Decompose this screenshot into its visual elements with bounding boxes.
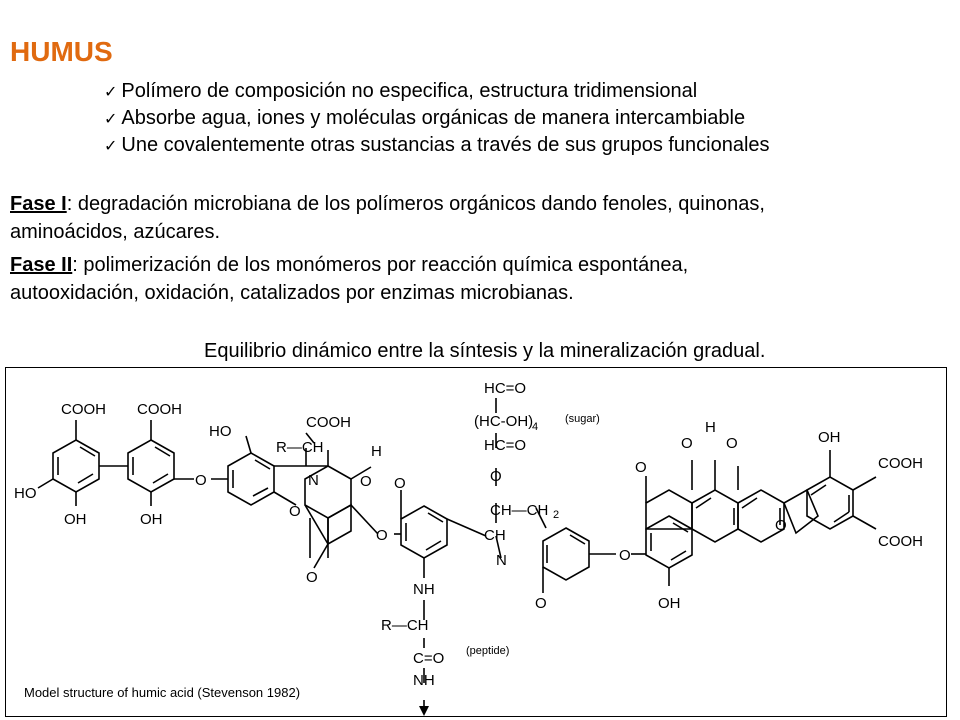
phase2-text: : polimerización de los monómeros por reacción química espontánea, [72, 254, 689, 276]
benzene-ring [807, 477, 853, 529]
o-label: O [360, 473, 372, 490]
oh-label: OH [140, 511, 163, 528]
benzene-ring [646, 516, 692, 568]
ho-label: HO [14, 485, 37, 502]
benzene-ring [738, 490, 784, 542]
molecule-diagram [6, 368, 946, 716]
furan-ring [784, 490, 818, 533]
cooh-label: COOH [878, 455, 923, 472]
o-label: O [535, 595, 547, 612]
o-label: O [775, 517, 787, 534]
sugar-label: (sugar) [565, 413, 600, 425]
subscript-2: 2 [553, 509, 560, 521]
figure-caption: Model structure of humic acid (Stevenson 1982) [24, 685, 301, 700]
o-label: O [619, 547, 631, 564]
h-label: H [705, 419, 716, 436]
ho-label: HO [209, 423, 232, 440]
quinone-ring [646, 490, 692, 529]
bullet-item: ✓ Polímero de composición no especifica, estructura tridimensional [104, 78, 770, 105]
benzene-ring [692, 490, 738, 542]
subscript-4: 4 [532, 421, 539, 433]
n-label: N [308, 472, 319, 489]
hc-eq-o-label: HC=O [484, 380, 527, 397]
phase2-paragraph [10, 251, 920, 307]
cooh-label: COOH [137, 401, 182, 418]
benzene-ring [228, 453, 274, 505]
phase1-paragraph [10, 190, 920, 246]
o-label: O [490, 468, 502, 485]
n-label: N [496, 552, 507, 569]
phase2-text-cont: autooxidación, oxidación, catalizados por enzimas microbianas. [10, 282, 574, 304]
oh-label: OH [658, 595, 681, 612]
bullet-item: ✓ Absorbe agua, iones y moléculas orgánicas de manera intercambiable [104, 105, 770, 132]
benzene-ring [401, 506, 447, 558]
quinone-ring [543, 528, 589, 580]
o-label: O [681, 435, 693, 452]
peptide-label: (peptide) [466, 645, 510, 657]
cooh-label: COOH [306, 414, 351, 431]
oh-label: OH [818, 429, 841, 446]
o-label: O [394, 475, 406, 492]
benzene-ring [53, 440, 99, 492]
o-label: O [306, 569, 318, 586]
r-ch-label: R—CH [276, 439, 324, 456]
phase1-label: Fase I [10, 193, 67, 215]
humic-acid-structure-figure [5, 367, 947, 717]
arrow-down-icon [419, 706, 429, 716]
nh-label: NH [413, 672, 435, 689]
cooh-label: COOH [878, 533, 923, 550]
bullet-item: ✓ Une covalentemente otras sustancias a través de sus grupos funcionales [104, 132, 770, 159]
c-eq-o-label: C=O [413, 650, 445, 667]
hc-oh-label: (HC-OH) [474, 413, 534, 430]
cooh-label: COOH [61, 401, 106, 418]
h-label: H [371, 443, 382, 460]
o-label: O [635, 459, 647, 476]
o-label: O [195, 472, 207, 489]
phase2-label: Fase II [10, 254, 73, 276]
equilibrium-statement: Equilibrio dinámico entre la síntesis y la mineralización gradual. [204, 340, 766, 362]
hc-eq-o-label: HC=O [484, 437, 527, 454]
phase1-text-cont: aminoácidos, azúcares. [10, 221, 221, 243]
o-label: O [726, 435, 738, 452]
o-label: O [376, 527, 388, 544]
o-label: O [289, 503, 301, 520]
ch-label: CH [484, 527, 506, 544]
benzene-ring [128, 440, 174, 492]
r-ch-label: R—CH [381, 617, 429, 634]
page-title: HUMUS [10, 36, 113, 67]
bullet-list [104, 78, 770, 159]
quinone-ring [328, 505, 351, 544]
ch-ch2-label: CH—CH [490, 502, 549, 519]
nh-label: NH [413, 581, 435, 598]
oh-label: OH [64, 511, 87, 528]
phase1-text: : degradación microbiana de los polímeros orgánicos dando fenoles, quinonas, [66, 193, 765, 215]
